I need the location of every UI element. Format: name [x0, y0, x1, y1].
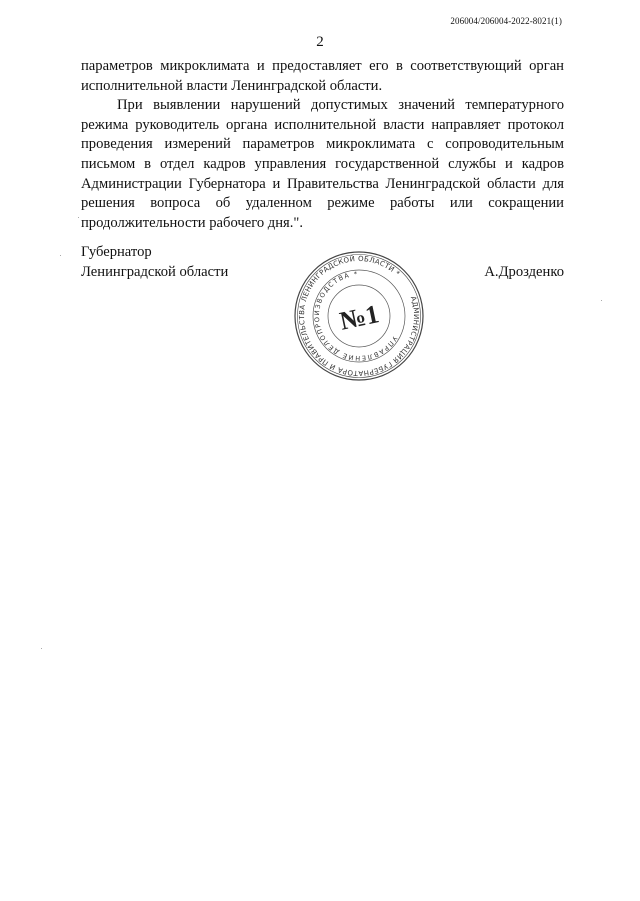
scan-speck: [41, 648, 42, 649]
signature-title: [81, 243, 228, 282]
document-id: 206004/206004-2022-8021(1): [450, 16, 562, 26]
official-stamp: [293, 250, 425, 382]
scan-speck: [78, 217, 79, 218]
scan-speck: [601, 300, 602, 301]
signature-title-line-1: Губернатор: [81, 244, 152, 260]
stamp-inner-text: УПРАВЛЕНИЕ ДЕЛОПРОИЗВОДСТВА *: [312, 269, 399, 363]
stamp-outer-text: АДМИНИСТРАЦИЯ ГУБЕРНАТОРА И ПРАВИТЕЛЬСТВА ЛЕНИНГРАДСКОЙ ОБЛАСТИ *: [297, 254, 421, 378]
scan-speck: [60, 255, 61, 256]
signature-name: А.Дрозденко: [484, 264, 564, 280]
paragraph-1: параметров микроклимата и предоставляет его в соответствующий орган исполнительной власти Ленинградской области.: [81, 58, 564, 94]
document-body: [81, 57, 564, 233]
page-number: 2: [316, 34, 324, 50]
stamp-number: №1: [337, 299, 382, 336]
signature-title-line-2: Ленинградской области: [81, 263, 229, 280]
paragraph-2: При выявлении нарушений допустимых значений температурного режима руководитель органа исполнительной власти направляет протокол проведения измерений параметров микроклимата с сопроводительным письмом в отдел кадров управления государственной службы и кадров Администрации Губернатора и Правительства Ленинградской области для решения вопроса об удаленном режиме работы или сокращении продолжительности рабочего дня.".: [81, 97, 564, 231]
